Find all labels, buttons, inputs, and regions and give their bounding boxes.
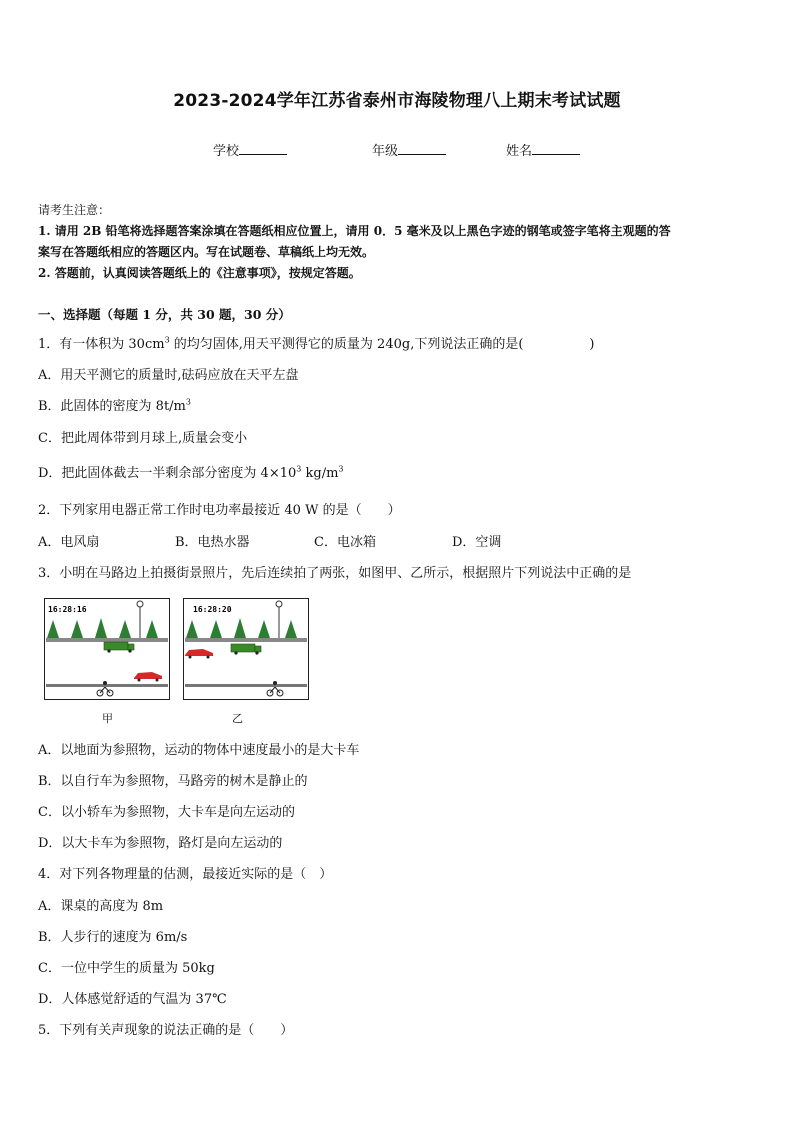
q1-b-text: B．此固体的密度为 8t/m (38, 399, 186, 414)
question-1-option-c: C．把此周体带到月球上,质量会变小 (38, 431, 248, 446)
sidewalk-top (185, 638, 307, 642)
question-2-option-a: A．电风扇 (38, 535, 100, 550)
question-3-stem: 3．小明在马路边上拍摄街景照片，先后连续拍了两张，如图甲、乙所示，根据照片下列说法中正确的是 (38, 566, 632, 581)
notice-item-2: 2. 答题前，认真阅读答题纸上的《注意事项》，按规定答题。 (38, 266, 361, 280)
name-field (506, 140, 580, 159)
q1-d-text: D．把此固体截去一半剩余部分密度为 4×10 (38, 466, 297, 481)
notice-item-1-line-1: 1. 请用 2B 铅笔将选择题答案涂填在答题纸相应位置上，请用 0．5 毫米及以上黑色字迹的钢笔或签字笔将主观题的答 (38, 224, 671, 238)
road-edge (185, 684, 307, 687)
q1-d-sup-1: 3 (296, 464, 302, 474)
q1-d-sup-2: 3 (338, 464, 344, 474)
question-2-stem: 2．下列家用电器正常工作时电功率最接近 40 W 的是（ ） (38, 503, 401, 518)
question-3-option-c: C．以小轿车为参照物，大卡车是向左运动的 (38, 805, 295, 820)
question-1-stem (38, 333, 594, 352)
section-heading: 一、选择题（每题 1 分，共 30 题，30 分） (38, 307, 291, 322)
street-photo-jia (44, 598, 170, 700)
school-field (213, 140, 287, 159)
question-4-option-b: B．人步行的速度为 6m/s (38, 930, 188, 945)
notice-heading: 请考生注意： (38, 203, 111, 217)
road-edge (46, 684, 168, 687)
page-title: 2023-2024学年江苏省泰州市海陵物理八上期末考试试题 (173, 91, 621, 111)
question-1-option-a: A．用天平测它的质量时,砝码应放在天平左盘 (38, 368, 299, 383)
street-photo-yi (183, 598, 309, 700)
name-label: 姓名 (506, 144, 533, 159)
question-4-stem: 4．对下列各物理量的估测，最接近实际的是（ ） (38, 867, 333, 882)
sidewalk-top (46, 638, 168, 642)
photo-jia-label: 甲 (102, 712, 113, 725)
grade-blank (398, 142, 446, 155)
photo-yi-timestamp: 16:28:20 (193, 605, 232, 614)
notice-block (38, 200, 760, 284)
q1-stem-sup: 3 (164, 335, 170, 345)
q1-stem-text-2: 的均匀固体,用天平测得它的质量为 240g,下列说法正确的是( (169, 337, 524, 352)
school-blank (239, 142, 287, 155)
photo-jia-timestamp: 16:28:16 (48, 605, 87, 614)
question-2-option-b: B．电热水器 (175, 535, 250, 550)
school-label: 学校 (213, 144, 240, 159)
q1-stem-close: ) (589, 337, 595, 352)
question-3-option-b: B．以自行车为参照物，马路旁的树木是静止的 (38, 774, 308, 789)
q1-d-text-2: kg/m (301, 466, 339, 481)
question-2-option-d: D．空调 (452, 535, 502, 550)
grade-label: 年级 (372, 144, 399, 159)
question-1-option-b (38, 395, 191, 414)
name-blank (532, 142, 580, 155)
photo-yi-label: 乙 (232, 712, 243, 725)
question-3-option-d: D．以大卡车为参照物，路灯是向左运动的 (38, 836, 283, 851)
question-2-option-c: C．电冰箱 (314, 535, 376, 550)
grade-field (372, 140, 446, 159)
question-4-option-a: A．课桌的高度为 8m (38, 899, 164, 914)
q1-stem-text: 1．有一体积为 30cm (38, 337, 165, 352)
question-1-option-d (38, 462, 344, 481)
question-5-stem: 5．下列有关声现象的说法正确的是（ ） (38, 1023, 294, 1038)
q1-b-sup: 3 (185, 397, 191, 407)
notice-item-1-line-2: 案写在答题纸相应的答题区内。写在试题卷、草稿纸上均无效。 (38, 245, 375, 259)
question-3-option-a: A．以地面为参照物，运动的物体中速度最小的是大卡车 (38, 743, 360, 758)
question-4-option-c: C．一位中学生的质量为 50kg (38, 961, 215, 976)
question-4-option-d: D．人体感觉舒适的气温为 37℃ (38, 992, 227, 1007)
